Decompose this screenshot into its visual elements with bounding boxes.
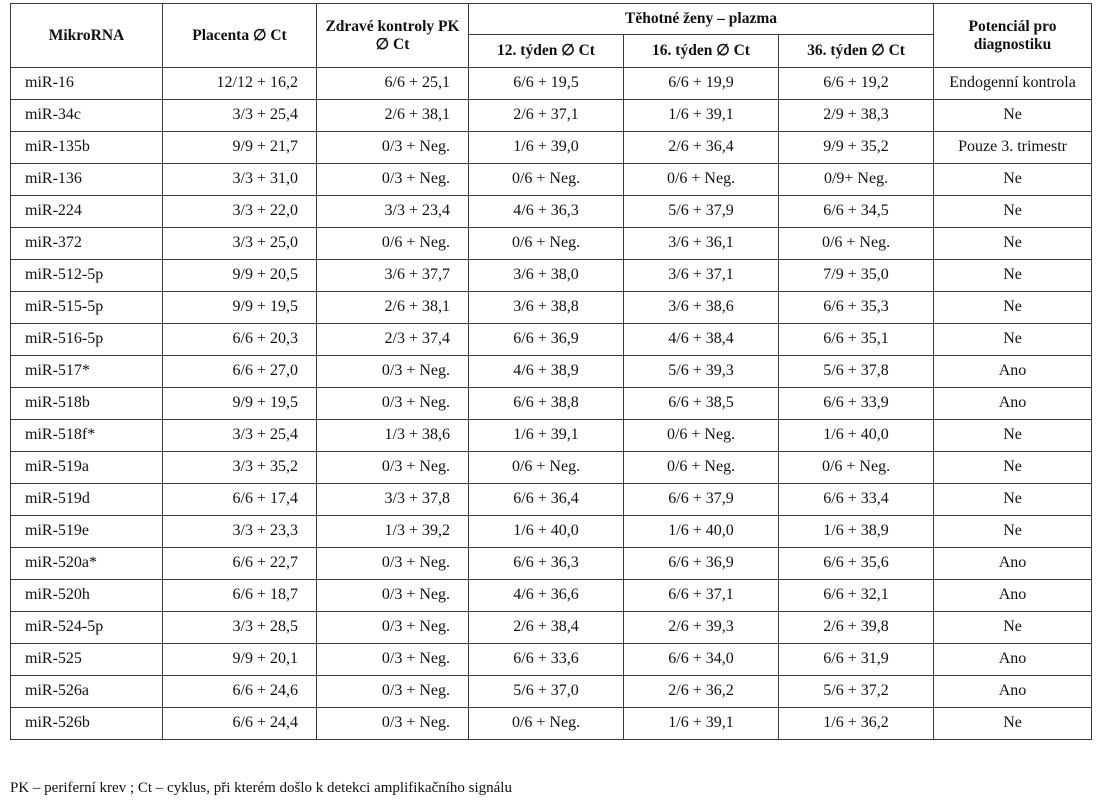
diagnostic-potential-cell: Ano bbox=[934, 676, 1092, 708]
diagnostic-potential-cell: Ne bbox=[934, 484, 1092, 516]
diagnostic-potential-cell: Ne bbox=[934, 708, 1092, 740]
footnote: PK – periferní krev ; Ct – cyklus, při kterém došlo k detekci amplifikačního signálu bbox=[10, 780, 512, 796]
week36-ct-cell: 6/6 + 35,3 bbox=[779, 292, 934, 324]
week12-ct-cell: 6/6 + 36,9 bbox=[469, 324, 624, 356]
week36-ct-cell: 0/9+ Neg. bbox=[779, 164, 934, 196]
mirna-name-cell: miR-526a bbox=[11, 676, 163, 708]
controls-ct-cell: 2/3 + 37,4 bbox=[317, 324, 469, 356]
header-week-12: 12. týden ∅ Ct bbox=[469, 35, 624, 68]
week36-ct-cell: 2/6 + 39,8 bbox=[779, 612, 934, 644]
header-mikrorna: MikroRNA bbox=[11, 4, 163, 68]
table-row bbox=[11, 580, 1092, 612]
week36-ct-cell: 0/6 + Neg. bbox=[779, 452, 934, 484]
diagnostic-potential-cell: Ne bbox=[934, 100, 1092, 132]
week16-ct-cell: 2/6 + 36,2 bbox=[624, 676, 779, 708]
table-row bbox=[11, 356, 1092, 388]
mirna-name-cell: miR-519d bbox=[11, 484, 163, 516]
week12-ct-cell: 0/6 + Neg. bbox=[469, 164, 624, 196]
table-row bbox=[11, 708, 1092, 740]
table-row bbox=[11, 292, 1092, 324]
week16-ct-cell: 0/6 + Neg. bbox=[624, 420, 779, 452]
placenta-ct-cell: 6/6 + 18,7 bbox=[163, 580, 317, 612]
week12-ct-cell: 4/6 + 36,3 bbox=[469, 196, 624, 228]
week12-ct-cell: 3/6 + 38,0 bbox=[469, 260, 624, 292]
diagnostic-potential-cell: Ne bbox=[934, 324, 1092, 356]
mirna-name-cell: miR-224 bbox=[11, 196, 163, 228]
placenta-ct-cell: 9/9 + 19,5 bbox=[163, 292, 317, 324]
placenta-ct-cell: 12/12 + 16,2 bbox=[163, 68, 317, 100]
mirna-name-cell: miR-526b bbox=[11, 708, 163, 740]
controls-ct-cell: 1/3 + 39,2 bbox=[317, 516, 469, 548]
diagnostic-potential-cell: Ne bbox=[934, 452, 1092, 484]
week36-ct-cell: 6/6 + 19,2 bbox=[779, 68, 934, 100]
mirna-name-cell: miR-520h bbox=[11, 580, 163, 612]
diagnostic-potential-cell: Ano bbox=[934, 644, 1092, 676]
week36-ct-cell: 6/6 + 33,9 bbox=[779, 388, 934, 420]
mirna-name-cell: miR-518b bbox=[11, 388, 163, 420]
week16-ct-cell: 6/6 + 37,9 bbox=[624, 484, 779, 516]
week36-ct-cell: 0/6 + Neg. bbox=[779, 228, 934, 260]
week36-ct-cell: 9/9 + 35,2 bbox=[779, 132, 934, 164]
controls-ct-cell: 0/6 + Neg. bbox=[317, 228, 469, 260]
table-row bbox=[11, 132, 1092, 164]
table-row bbox=[11, 196, 1092, 228]
header-diagnostic-potential: Potenciál pro diagnostiku bbox=[934, 4, 1092, 68]
week16-ct-cell: 5/6 + 39,3 bbox=[624, 356, 779, 388]
header-pregnant-plasma: Těhotné ženy – plazma bbox=[469, 4, 934, 35]
mirna-name-cell: miR-525 bbox=[11, 644, 163, 676]
controls-ct-cell: 6/6 + 25,1 bbox=[317, 68, 469, 100]
week36-ct-cell: 7/9 + 35,0 bbox=[779, 260, 934, 292]
week16-ct-cell: 6/6 + 34,0 bbox=[624, 644, 779, 676]
diagnostic-potential-cell: Endogenní kontrola bbox=[934, 68, 1092, 100]
week36-ct-cell: 5/6 + 37,2 bbox=[779, 676, 934, 708]
controls-ct-cell: 3/3 + 23,4 bbox=[317, 196, 469, 228]
placenta-ct-cell: 6/6 + 22,7 bbox=[163, 548, 317, 580]
controls-ct-cell: 0/3 + Neg. bbox=[317, 548, 469, 580]
placenta-ct-cell: 3/3 + 25,4 bbox=[163, 100, 317, 132]
mirna-name-cell: miR-135b bbox=[11, 132, 163, 164]
week16-ct-cell: 3/6 + 38,6 bbox=[624, 292, 779, 324]
week12-ct-cell: 5/6 + 37,0 bbox=[469, 676, 624, 708]
placenta-ct-cell: 6/6 + 24,6 bbox=[163, 676, 317, 708]
mirna-name-cell: miR-16 bbox=[11, 68, 163, 100]
diagnostic-potential-cell: Ne bbox=[934, 228, 1092, 260]
week12-ct-cell: 0/6 + Neg. bbox=[469, 708, 624, 740]
diagnostic-potential-cell: Ano bbox=[934, 580, 1092, 612]
week36-ct-cell: 1/6 + 38,9 bbox=[779, 516, 934, 548]
mirna-name-cell: miR-520a* bbox=[11, 548, 163, 580]
mirna-name-cell: miR-524-5p bbox=[11, 612, 163, 644]
week36-ct-cell: 5/6 + 37,8 bbox=[779, 356, 934, 388]
week16-ct-cell: 2/6 + 39,3 bbox=[624, 612, 779, 644]
week12-ct-cell: 6/6 + 33,6 bbox=[469, 644, 624, 676]
controls-ct-cell: 1/3 + 38,6 bbox=[317, 420, 469, 452]
controls-ct-cell: 0/3 + Neg. bbox=[317, 164, 469, 196]
week16-ct-cell: 6/6 + 37,1 bbox=[624, 580, 779, 612]
mirna-name-cell: miR-518f* bbox=[11, 420, 163, 452]
placenta-ct-cell: 3/3 + 22,0 bbox=[163, 196, 317, 228]
table-row bbox=[11, 452, 1092, 484]
diagnostic-potential-cell: Ne bbox=[934, 292, 1092, 324]
diagnostic-potential-cell: Ne bbox=[934, 420, 1092, 452]
week16-ct-cell: 2/6 + 36,4 bbox=[624, 132, 779, 164]
placenta-ct-cell: 3/3 + 31,0 bbox=[163, 164, 317, 196]
diagnostic-potential-cell: Ne bbox=[934, 612, 1092, 644]
table-row bbox=[11, 612, 1092, 644]
mirna-name-cell: miR-519e bbox=[11, 516, 163, 548]
header-healthy-controls: Zdravé kontroly PK ∅ Ct bbox=[317, 4, 469, 68]
diagnostic-potential-cell: Ano bbox=[934, 548, 1092, 580]
placenta-ct-cell: 9/9 + 19,5 bbox=[163, 388, 317, 420]
week36-ct-cell: 6/6 + 32,1 bbox=[779, 580, 934, 612]
table-body bbox=[11, 68, 1092, 740]
week16-ct-cell: 0/6 + Neg. bbox=[624, 164, 779, 196]
diagnostic-potential-cell: Pouze 3. trimestr bbox=[934, 132, 1092, 164]
placenta-ct-cell: 3/3 + 23,3 bbox=[163, 516, 317, 548]
table-row bbox=[11, 68, 1092, 100]
controls-ct-cell: 0/3 + Neg. bbox=[317, 388, 469, 420]
controls-ct-cell: 3/6 + 37,7 bbox=[317, 260, 469, 292]
table-row bbox=[11, 164, 1092, 196]
placenta-ct-cell: 3/3 + 25,0 bbox=[163, 228, 317, 260]
week16-ct-cell: 4/6 + 38,4 bbox=[624, 324, 779, 356]
placenta-ct-cell: 9/9 + 20,5 bbox=[163, 260, 317, 292]
controls-ct-cell: 2/6 + 38,1 bbox=[317, 292, 469, 324]
placenta-ct-cell: 3/3 + 35,2 bbox=[163, 452, 317, 484]
mirna-name-cell: miR-517* bbox=[11, 356, 163, 388]
controls-ct-cell: 0/3 + Neg. bbox=[317, 676, 469, 708]
table-row bbox=[11, 516, 1092, 548]
table-row bbox=[11, 644, 1092, 676]
week12-ct-cell: 6/6 + 36,4 bbox=[469, 484, 624, 516]
table-row bbox=[11, 324, 1092, 356]
week12-ct-cell: 4/6 + 38,9 bbox=[469, 356, 624, 388]
week16-ct-cell: 6/6 + 19,9 bbox=[624, 68, 779, 100]
controls-ct-cell: 2/6 + 38,1 bbox=[317, 100, 469, 132]
table-row bbox=[11, 228, 1092, 260]
controls-ct-cell: 0/3 + Neg. bbox=[317, 612, 469, 644]
week36-ct-cell: 6/6 + 33,4 bbox=[779, 484, 934, 516]
placenta-ct-cell: 9/9 + 21,7 bbox=[163, 132, 317, 164]
placenta-ct-cell: 9/9 + 20,1 bbox=[163, 644, 317, 676]
controls-ct-cell: 0/3 + Neg. bbox=[317, 452, 469, 484]
controls-ct-cell: 0/3 + Neg. bbox=[317, 644, 469, 676]
week36-ct-cell: 6/6 + 31,9 bbox=[779, 644, 934, 676]
table-row bbox=[11, 420, 1092, 452]
placenta-ct-cell: 3/3 + 28,5 bbox=[163, 612, 317, 644]
placenta-ct-cell: 6/6 + 20,3 bbox=[163, 324, 317, 356]
week12-ct-cell: 6/6 + 19,5 bbox=[469, 68, 624, 100]
mirna-name-cell: miR-372 bbox=[11, 228, 163, 260]
controls-ct-cell: 0/3 + Neg. bbox=[317, 580, 469, 612]
placenta-ct-cell: 3/3 + 25,4 bbox=[163, 420, 317, 452]
week12-ct-cell: 1/6 + 40,0 bbox=[469, 516, 624, 548]
week12-ct-cell: 6/6 + 36,3 bbox=[469, 548, 624, 580]
week12-ct-cell: 0/6 + Neg. bbox=[469, 228, 624, 260]
table-row bbox=[11, 548, 1092, 580]
table-row bbox=[11, 260, 1092, 292]
header-week-16: 16. týden ∅ Ct bbox=[624, 35, 779, 68]
diagnostic-potential-cell: Ano bbox=[934, 356, 1092, 388]
header-week-36: 36. týden ∅ Ct bbox=[779, 35, 934, 68]
week12-ct-cell: 4/6 + 36,6 bbox=[469, 580, 624, 612]
mirna-table bbox=[10, 3, 1092, 740]
week36-ct-cell: 1/6 + 40,0 bbox=[779, 420, 934, 452]
week12-ct-cell: 3/6 + 38,8 bbox=[469, 292, 624, 324]
mirna-name-cell: miR-512-5p bbox=[11, 260, 163, 292]
mirna-name-cell: miR-516-5p bbox=[11, 324, 163, 356]
week36-ct-cell: 6/6 + 35,1 bbox=[779, 324, 934, 356]
diagnostic-potential-cell: Ne bbox=[934, 516, 1092, 548]
mirna-name-cell: miR-519a bbox=[11, 452, 163, 484]
week16-ct-cell: 1/6 + 40,0 bbox=[624, 516, 779, 548]
week16-ct-cell: 3/6 + 36,1 bbox=[624, 228, 779, 260]
week36-ct-cell: 1/6 + 36,2 bbox=[779, 708, 934, 740]
week12-ct-cell: 2/6 + 37,1 bbox=[469, 100, 624, 132]
mirna-name-cell: miR-34c bbox=[11, 100, 163, 132]
week16-ct-cell: 1/6 + 39,1 bbox=[624, 708, 779, 740]
week16-ct-cell: 3/6 + 37,1 bbox=[624, 260, 779, 292]
controls-ct-cell: 0/3 + Neg. bbox=[317, 708, 469, 740]
diagnostic-potential-cell: Ano bbox=[934, 388, 1092, 420]
placenta-ct-cell: 6/6 + 17,4 bbox=[163, 484, 317, 516]
mirna-name-cell: miR-515-5p bbox=[11, 292, 163, 324]
week16-ct-cell: 6/6 + 36,9 bbox=[624, 548, 779, 580]
week16-ct-cell: 0/6 + Neg. bbox=[624, 452, 779, 484]
table-header bbox=[11, 4, 1092, 68]
diagnostic-potential-cell: Ne bbox=[934, 164, 1092, 196]
table-row bbox=[11, 676, 1092, 708]
controls-ct-cell: 0/3 + Neg. bbox=[317, 132, 469, 164]
week12-ct-cell: 0/6 + Neg. bbox=[469, 452, 624, 484]
mirna-name-cell: miR-136 bbox=[11, 164, 163, 196]
week16-ct-cell: 6/6 + 38,5 bbox=[624, 388, 779, 420]
table-row bbox=[11, 100, 1092, 132]
placenta-ct-cell: 6/6 + 24,4 bbox=[163, 708, 317, 740]
week36-ct-cell: 6/6 + 35,6 bbox=[779, 548, 934, 580]
diagnostic-potential-cell: Ne bbox=[934, 196, 1092, 228]
week12-ct-cell: 1/6 + 39,0 bbox=[469, 132, 624, 164]
header-placenta: Placenta ∅ Ct bbox=[163, 4, 317, 68]
week12-ct-cell: 6/6 + 38,8 bbox=[469, 388, 624, 420]
placenta-ct-cell: 6/6 + 27,0 bbox=[163, 356, 317, 388]
controls-ct-cell: 0/3 + Neg. bbox=[317, 356, 469, 388]
diagnostic-potential-cell: Ne bbox=[934, 260, 1092, 292]
table-row bbox=[11, 388, 1092, 420]
week12-ct-cell: 1/6 + 39,1 bbox=[469, 420, 624, 452]
week16-ct-cell: 1/6 + 39,1 bbox=[624, 100, 779, 132]
week36-ct-cell: 2/9 + 38,3 bbox=[779, 100, 934, 132]
week16-ct-cell: 5/6 + 37,9 bbox=[624, 196, 779, 228]
controls-ct-cell: 3/3 + 37,8 bbox=[317, 484, 469, 516]
table-row bbox=[11, 484, 1092, 516]
week12-ct-cell: 2/6 + 38,4 bbox=[469, 612, 624, 644]
week36-ct-cell: 6/6 + 34,5 bbox=[779, 196, 934, 228]
